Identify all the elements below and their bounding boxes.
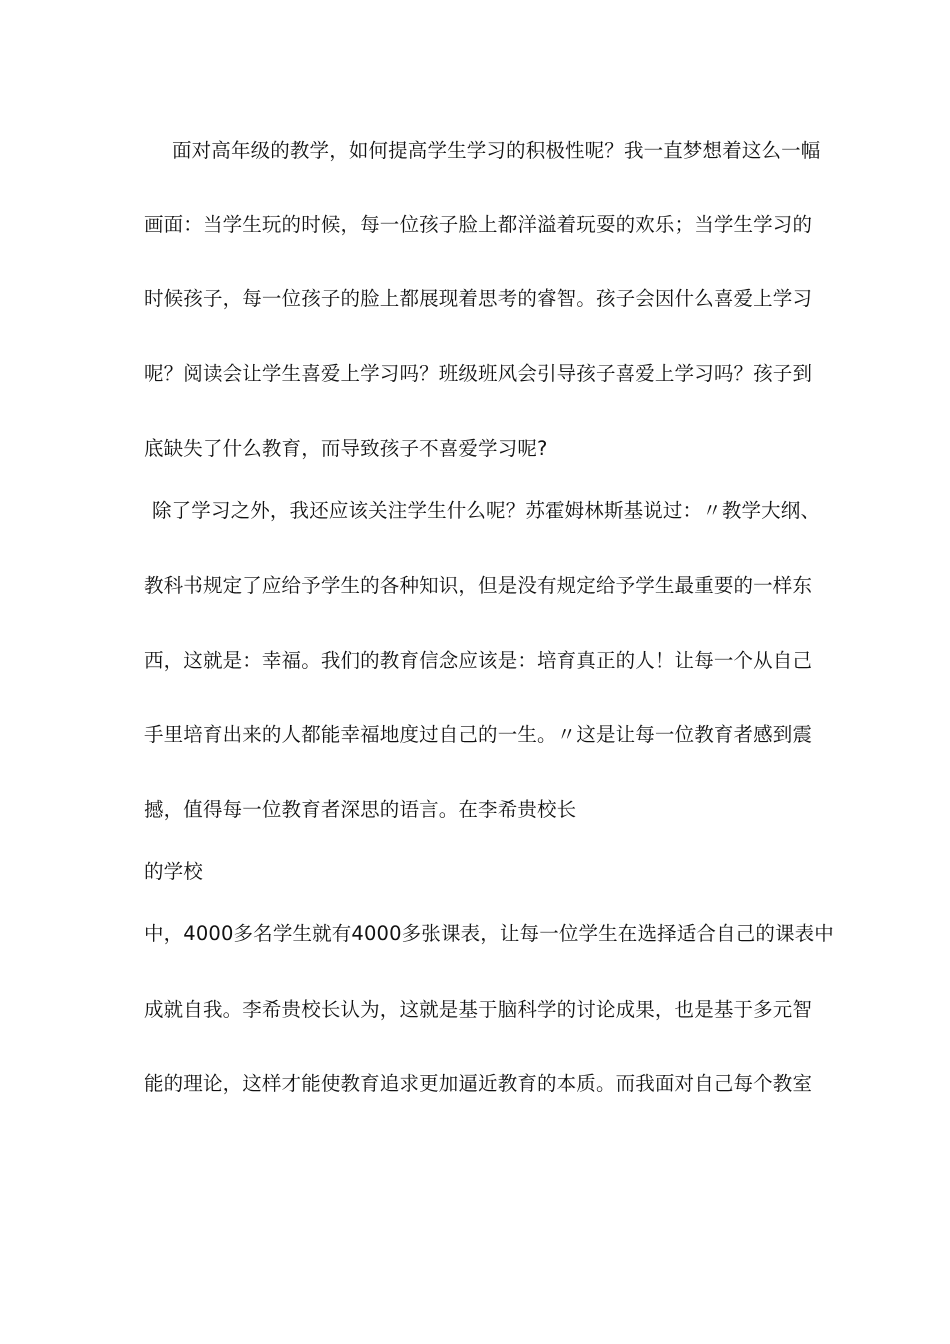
text-line: 底缺失了什么教育，而导致孩子不喜爱学习呢? (144, 437, 548, 460)
text-line: 的学校 (144, 860, 203, 883)
text-line: 手里培育出来的人都能幸福地度过自己的一生。〃这是让每一位教育者感到震 (144, 723, 813, 746)
text-line: 撼，值得每一位教育者深思的语言。在李希贵校长 (144, 798, 577, 821)
text-line: 呢？阅读会让学生喜爱上学习吗？班级班风会引导孩子喜爱上学习吗？孩子到 (144, 362, 813, 385)
text-line: 面对高年级的教学，如何提高学生学习的积极性呢？我一直梦想着这么一幅 (172, 139, 821, 162)
text-line: 画面：当学生玩的时候，每一位孩子脸上都洋溢着玩耍的欢乐；当学生学习的 (144, 213, 813, 236)
text-line: 能的理论，这样才能使教育追求更加逼近教育的本质。而我面对自己每个教室 (144, 1072, 813, 1095)
text-line: 教科书规定了应给予学生的各种知识，但是没有规定给予学生最重要的一样东 (144, 574, 813, 597)
text-line: 除了学习之外，我还应该关注学生什么呢？苏霍姆林斯基说过：〃教学大纲、 (152, 499, 821, 522)
text-line: 中，4000多名学生就有4000多张课表，让每一位学生在选择适合自己的课表中 (144, 922, 834, 945)
text-line: 时候孩子，每一位孩子的脸上都展现着思考的睿智。孩子会因什么喜爱上学习 (144, 287, 813, 310)
text-line: 西，这就是：幸福。我们的教育信念应该是：培育真正的人！让每一个从自己 (144, 649, 813, 672)
text-line: 成就自我。李希贵校长认为，这就是基于脑科学的讨论成果，也是基于多元智 (144, 998, 813, 1021)
